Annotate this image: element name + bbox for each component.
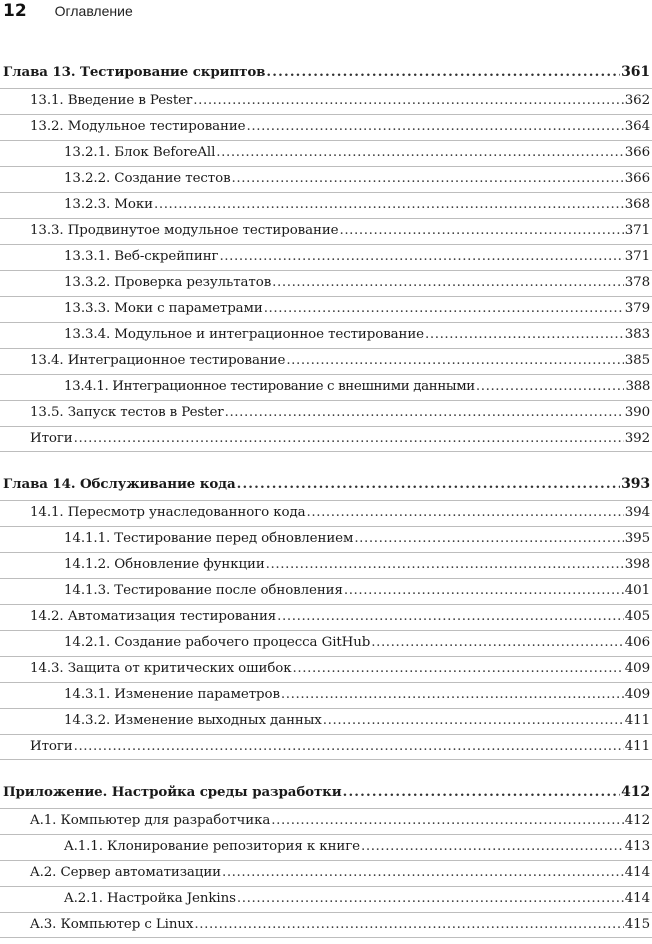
toc-entry[interactable]: [0, 578, 652, 604]
toc-entry-summary[interactable]: [0, 426, 652, 452]
toc-entry-label: 14.3.2. Изменение выходных данных: [64, 713, 322, 728]
toc-page-number: 388: [625, 379, 650, 394]
dot-leader: [344, 583, 624, 598]
dot-leader: [154, 197, 624, 212]
toc-chapter-13[interactable]: [0, 60, 652, 86]
dot-leader: [225, 405, 624, 420]
toc-entry[interactable]: [0, 322, 652, 348]
toc-entry[interactable]: [0, 808, 652, 834]
toc-page-number: 362: [624, 93, 650, 108]
toc-entry-label: 14.1.3. Тестирование после обновления: [64, 583, 343, 598]
toc-entry[interactable]: [0, 604, 652, 630]
toc-entry-label: 14.3.1. Изменение параметров: [64, 687, 280, 702]
dot-leader: [339, 223, 623, 238]
toc-entry-label: 14.1.2. Обновление функции: [64, 557, 265, 572]
toc-page-number: 378: [624, 275, 650, 290]
toc-entry-label: 13.3.3. Моки с параметрами: [64, 301, 263, 316]
dot-leader: [277, 609, 624, 624]
toc-entry-label: 13.2.2. Создание тестов: [64, 171, 231, 186]
toc-entry[interactable]: [0, 244, 652, 270]
page-number: 12: [3, 1, 27, 21]
toc-page-number: 364: [624, 119, 650, 134]
toc-appendix[interactable]: [0, 780, 652, 806]
dot-leader: [219, 249, 623, 264]
dot-leader: [237, 476, 620, 492]
toc-page-number: 393: [621, 476, 650, 492]
toc-entry[interactable]: [0, 270, 652, 296]
toc-page-number: 405: [624, 609, 650, 624]
toc-entry[interactable]: [0, 348, 652, 374]
toc-entry-label: 13.2.3. Моки: [64, 197, 153, 212]
toc-entry[interactable]: [0, 860, 652, 886]
dot-leader: [371, 635, 624, 650]
toc-page-number: 361: [621, 64, 650, 80]
toc-entry[interactable]: [0, 526, 652, 552]
toc-entry[interactable]: [0, 140, 652, 166]
toc-entry-label: 14.2.1. Создание рабочего процесса GitHub: [64, 635, 371, 650]
toc-entry[interactable]: [0, 912, 652, 938]
toc-page-number: 371: [624, 249, 650, 264]
toc-entry-label: 13.3.4. Модульное и интеграционное тестирование: [64, 327, 424, 342]
toc-entry-label: Итоги: [30, 739, 73, 754]
toc-page-number: 398: [624, 557, 650, 572]
dot-leader: [232, 171, 624, 186]
toc-entry-label: 13.4. Интеграционное тестирование: [30, 353, 286, 368]
dot-leader: [74, 431, 624, 446]
toc-entry-label: A.3. Компьютер с Linux: [30, 917, 194, 932]
page-header: [3, 1, 133, 27]
toc-entry-label: 13.5. Запуск тестов в Pester: [30, 405, 224, 420]
toc-entry-label: 13.3.2. Проверка результатов: [64, 275, 272, 290]
toc-page-number: 383: [624, 327, 650, 342]
toc-entry-label: 13.1. Введение в Pester: [30, 93, 193, 108]
toc-entry[interactable]: [0, 296, 652, 322]
toc-entry-label: Глава 13. Тестирование скриптов: [3, 64, 266, 80]
toc-entry-label: 13.3. Продвинутое модульное тестирование: [30, 223, 339, 238]
toc-entry-label: 13.4.1. Интеграционное тестирование с внешними данными: [64, 379, 475, 394]
dot-leader: [307, 505, 624, 520]
dot-leader: [74, 739, 624, 754]
toc-entry[interactable]: [0, 682, 652, 708]
dot-leader: [237, 891, 624, 906]
toc-page-number: 413: [624, 839, 650, 854]
dot-leader: [293, 661, 624, 676]
dot-leader: [343, 784, 620, 800]
dot-leader: [476, 379, 625, 394]
toc-entry-label: Приложение. Настройка среды разработки: [3, 784, 342, 800]
dot-leader: [222, 865, 624, 880]
toc-page-number: 390: [624, 405, 650, 420]
dot-leader: [194, 917, 623, 932]
dot-leader: [425, 327, 624, 342]
toc-entry-label: Глава 14. Обслуживание кода: [3, 476, 236, 492]
toc-page-number: 368: [624, 197, 650, 212]
toc-page-number: 414: [624, 891, 650, 906]
dot-leader: [266, 557, 624, 572]
toc-page-number: 412: [624, 813, 650, 828]
toc-entry[interactable]: [0, 886, 652, 912]
dot-leader: [354, 531, 623, 546]
toc-page-number: 414: [624, 865, 650, 880]
toc-entry-label: 14.1. Пересмотр унаследованного кода: [30, 505, 306, 520]
toc-page-number: 411: [624, 739, 650, 754]
toc-entry-label: A.2.1. Настройка Jenkins: [64, 891, 236, 906]
dot-leader: [286, 353, 623, 368]
dot-leader: [266, 64, 620, 80]
dot-leader: [272, 275, 624, 290]
toc-entry-label: 14.3. Защита от критических ошибок: [30, 661, 292, 676]
toc-entry-label: 14.1.1. Тестирование перед обновлением: [64, 531, 354, 546]
toc-page-number: 412: [621, 784, 650, 800]
toc-page-number: 395: [624, 531, 650, 546]
toc-entry-label: Итоги: [30, 431, 73, 446]
toc-page-number: 394: [624, 505, 650, 520]
running-title: Оглавление: [54, 3, 133, 19]
toc-page-number: 406: [624, 635, 650, 650]
toc-page-number: 371: [624, 223, 650, 238]
dot-leader: [193, 93, 623, 108]
toc-entry[interactable]: [0, 656, 652, 682]
toc-page-number: 379: [624, 301, 650, 316]
dot-leader: [216, 145, 623, 160]
dot-leader: [361, 839, 624, 854]
dot-leader: [323, 713, 624, 728]
toc-page-number: 401: [624, 583, 650, 598]
toc-page-number: 392: [624, 431, 650, 446]
toc-entry[interactable]: [0, 166, 652, 192]
toc-entry[interactable]: [0, 400, 652, 426]
toc-entry-label: A.2. Сервер автоматизации: [30, 865, 221, 880]
toc-entry[interactable]: [0, 630, 652, 656]
toc-entry[interactable]: [0, 500, 652, 526]
dot-leader: [264, 301, 624, 316]
toc-page-number: 409: [624, 687, 650, 702]
toc-page-number: 409: [624, 661, 650, 676]
toc-entry-summary[interactable]: [0, 734, 652, 760]
toc-entry[interactable]: [0, 114, 652, 140]
toc-entry-label: A.1.1. Клонирование репозитория к книге: [64, 839, 360, 854]
toc-entry-label: 14.2. Автоматизация тестирования: [30, 609, 277, 624]
toc-entry[interactable]: [0, 374, 652, 400]
toc-page-number: 415: [624, 917, 650, 932]
toc-page-number: 411: [624, 713, 650, 728]
toc-page-number: 366: [624, 145, 650, 160]
toc-entry[interactable]: [0, 192, 652, 218]
dot-leader: [247, 119, 624, 134]
toc-entry-label: 13.2.1. Блок BeforeAll: [64, 145, 216, 160]
toc-chapter-14[interactable]: [0, 472, 652, 498]
dot-leader: [281, 687, 624, 702]
toc-entry[interactable]: [0, 88, 652, 114]
toc-entry[interactable]: [0, 552, 652, 578]
toc-entry[interactable]: [0, 218, 652, 244]
toc-page-number: 366: [624, 171, 650, 186]
toc-entry-label: 13.2. Модульное тестирование: [30, 119, 246, 134]
dot-leader: [271, 813, 623, 828]
toc-entry-label: A.1. Компьютер для разработчика: [30, 813, 271, 828]
toc-entry-label: 13.3.1. Веб-скрейпинг: [64, 249, 219, 264]
toc-entry[interactable]: [0, 834, 652, 860]
toc-entry[interactable]: [0, 708, 652, 734]
toc-page-number: 385: [624, 353, 650, 368]
